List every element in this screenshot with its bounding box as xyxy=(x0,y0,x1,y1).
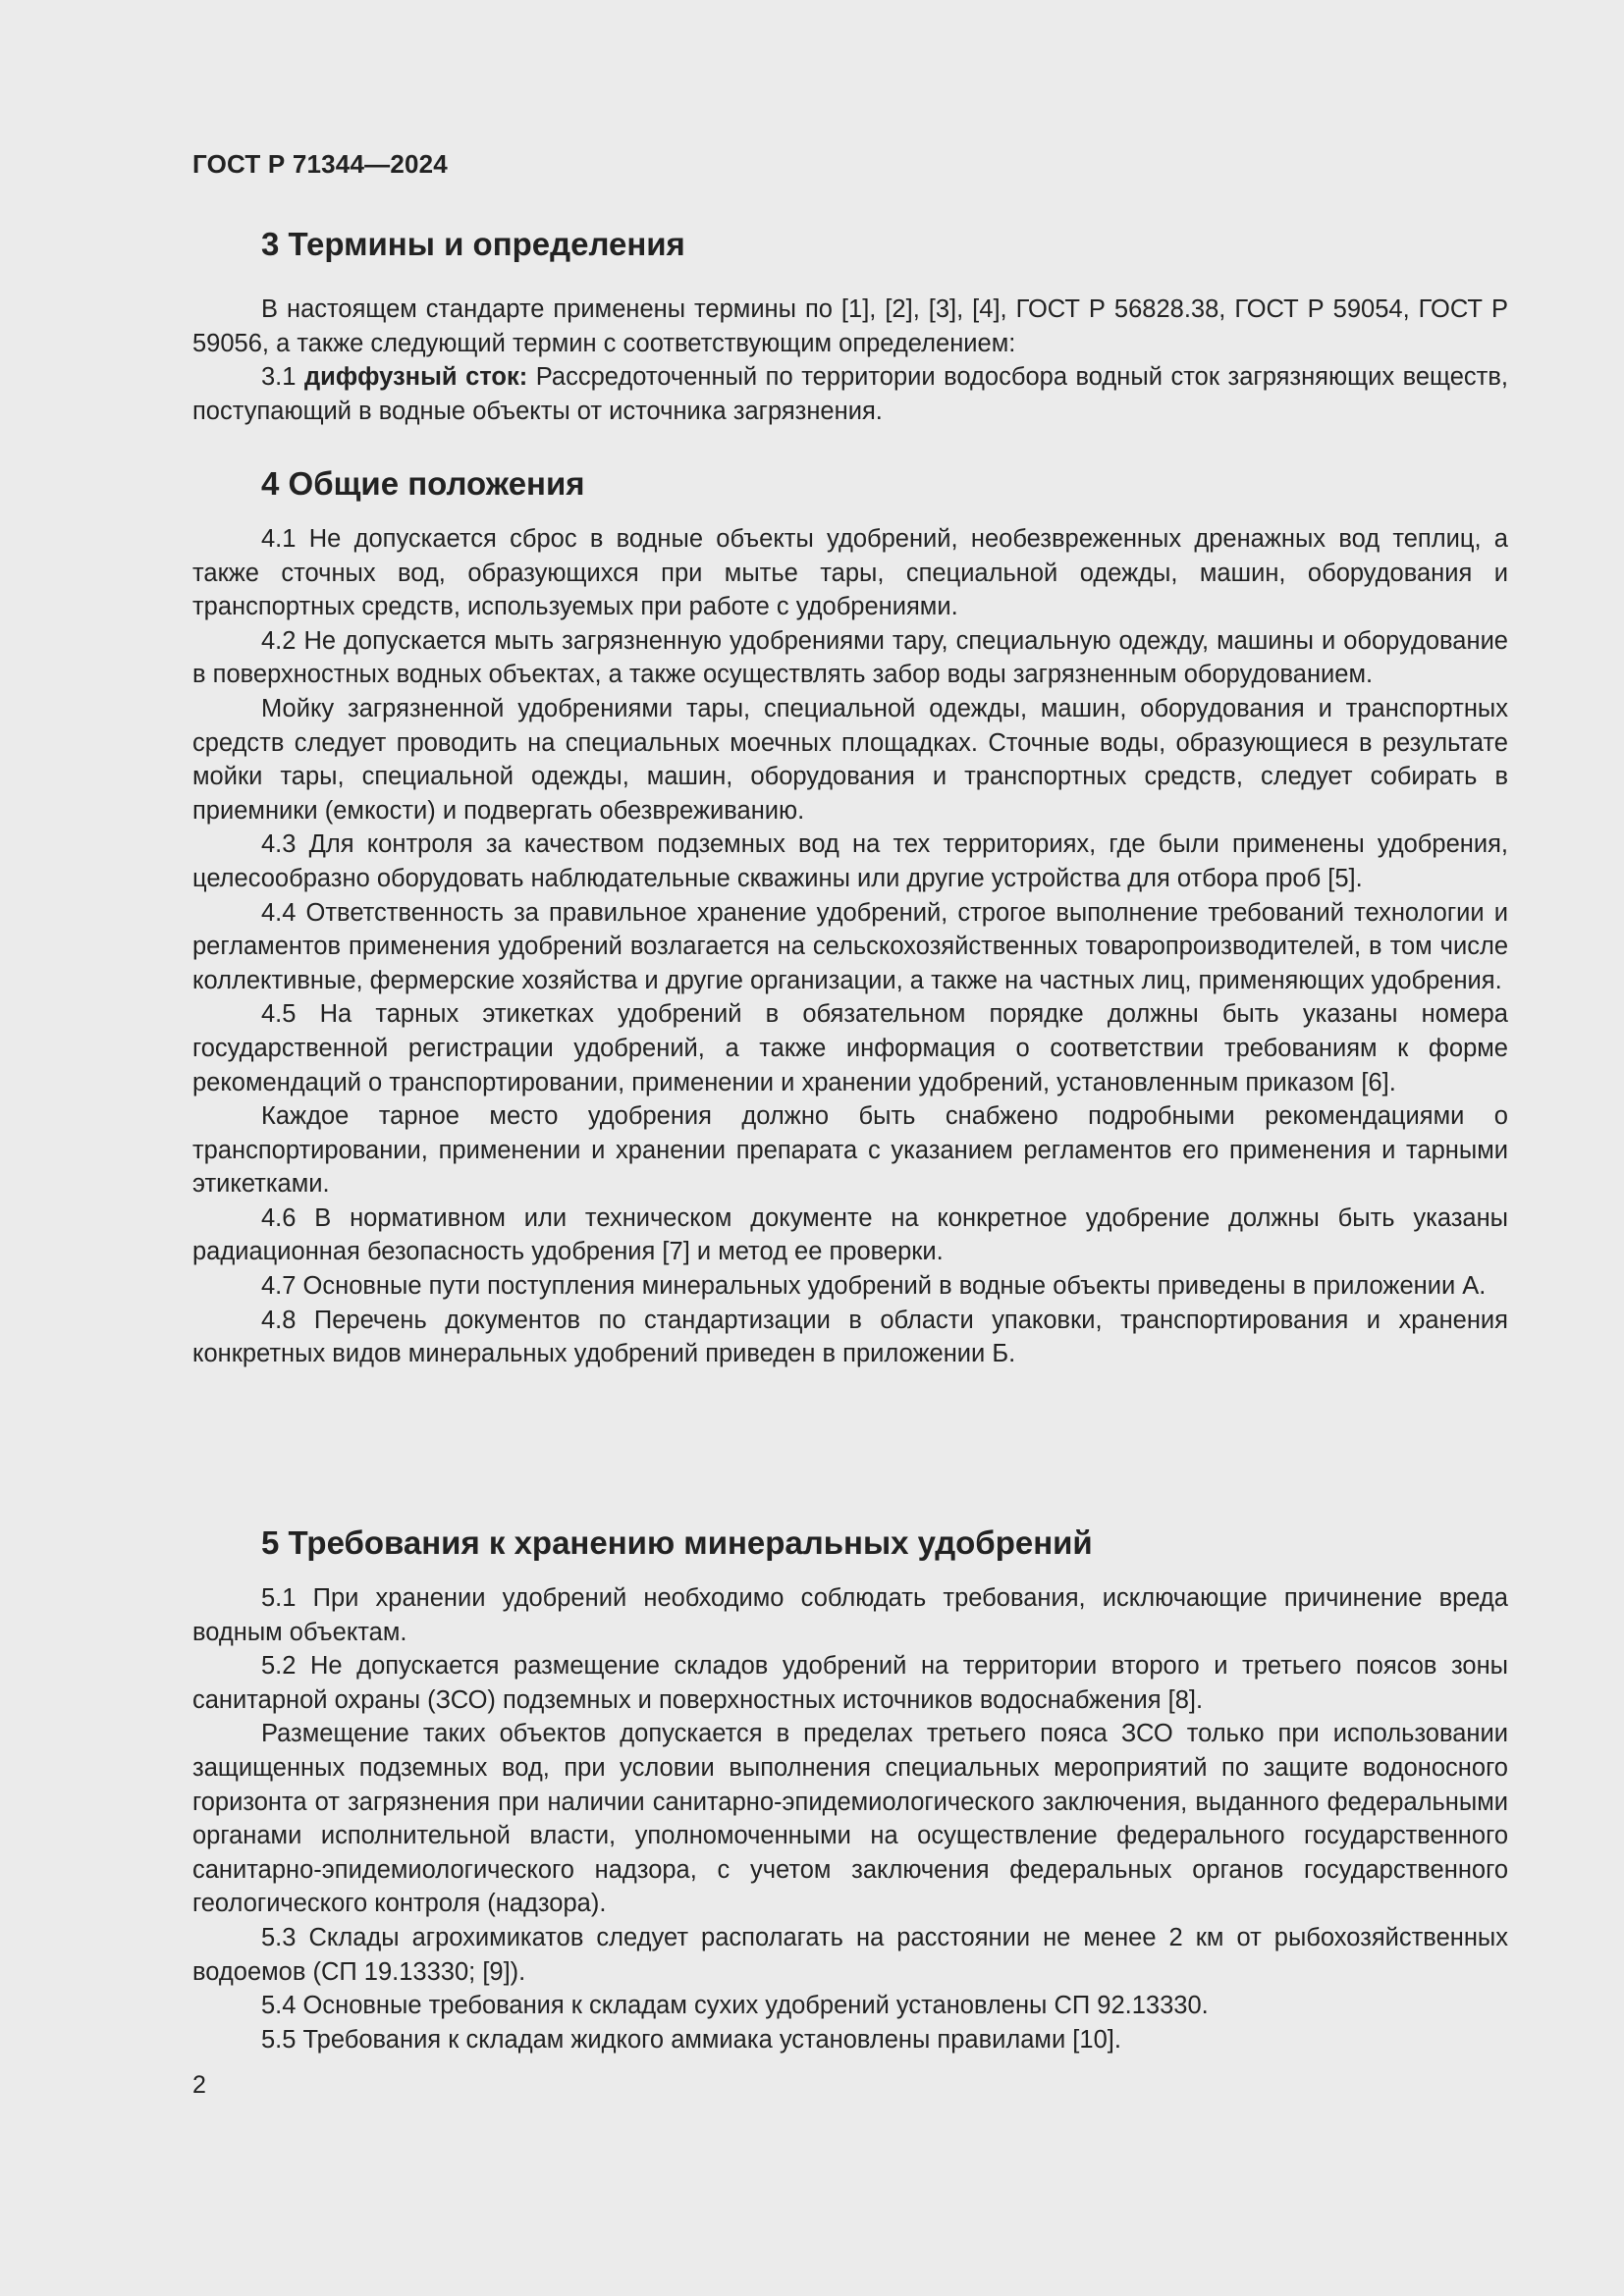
paragraph: 4.6 В нормативном или техническом документе на конкретное удобрение должны быть указаны радиационная безопасность удобрения [7] и метод ее проверки. xyxy=(192,1203,1508,1266)
paragraph: 5.4 Основные требования к складам сухих удобрений установлены СП 92.13330. xyxy=(261,1992,1209,2020)
document-header: ГОСТ Р 71344—2024 xyxy=(192,149,448,179)
paragraph: 4.2 Не допускается мыть загрязненную удобрениями тару, специальную одежду, машины и оборудование в поверхностных водных объектах, а также осуществлять забор воды загрязненным оборудованием. xyxy=(192,626,1508,689)
section-5 xyxy=(192,1523,1508,2056)
paragraph: 4.1 Не допускается сброс в водные объекты удобрений, необезвреженных дренажных вод теплиц, а также сточных вод, образующихся при мытье тары, специальной одежды, машин, оборудования и транспортных средств, используемых при работе с удобрениями. xyxy=(192,525,1508,621)
paragraph: Каждое тарное место удобрения должно быть снабжено подробными рекомендациями о транспортировании, применении и хранении препарата с указанием регламентов его применения и тарными этикетками. xyxy=(192,1102,1508,1199)
section-title: 4 Общие положения xyxy=(261,465,585,502)
page-number: 2 xyxy=(192,2071,206,2099)
term-number: 3.1 xyxy=(261,363,304,392)
term-text: Рассредоточенный по территории водосбора водный сток загрязняющих веществ, поступающий в водные объекты от источника загрязнения. xyxy=(192,363,1508,425)
paragraph: 5.5 Требования к складам жидкого аммиака установлены правилами [10]. xyxy=(261,2025,1121,2054)
paragraph: 4.7 Основные пути поступления минеральных удобрений в водные объекты приведены в приложении А. xyxy=(261,1272,1487,1301)
section-4 xyxy=(192,464,1508,1371)
paragraph: 4.4 Ответственность за правильное хранение удобрений, строгое выполнение требований технологии и регламентов применения удобрений возлагается на сельскохозяйственных товаропроизводителей, в том числе коллективные, фермерские хозяйства и другие организации, а также на частных лиц, применяющих удобрения. xyxy=(192,898,1508,994)
paragraph: Размещение таких объектов допускается в пределах третьего пояса ЗСО только при использовании защищенных подземных вод, при условии выполнения специальных мероприятий по защите водоносного горизонта от загрязнения при наличии санитарно-эпидемиологического заключения, выданного федеральными органами исполнительной власти, уполномоченными на осуществление федерального государственного санитарно-эпидемиологического надзора, с учетом заключения федеральных органов государственного геологического контроля (надзора). xyxy=(192,1720,1508,1918)
section-title: 3 Термины и определения xyxy=(261,226,685,262)
section-3 xyxy=(192,225,1508,428)
paragraph: 5.1 При хранении удобрений необходимо соблюдать требования, исключающие причинение вреда водным объектам. xyxy=(192,1584,1508,1646)
section-title: 5 Требования к хранению минеральных удобрений xyxy=(261,1524,1093,1561)
paragraph: В настоящем стандарте применены термины по [1], [2], [3], [4], ГОСТ Р 56828.38, ГОСТ Р 59054, ГОСТ Р 59056, а также следующий термин с соответствующим определением: xyxy=(192,295,1508,357)
paragraph: 4.5 На тарных этикетках удобрений в обязательном порядке должны быть указаны номера государственной регистрации удобрений, а также информация о соответствии требованиям к форме рекомендаций о транспортировании, применении и хранении удобрений, установленным приказом [6]. xyxy=(192,1000,1508,1096)
paragraph: 4.8 Перечень документов по стандартизации в области упаковки, транспортирования и хранения конкретных видов минеральных удобрений приведен в приложении Б. xyxy=(192,1306,1508,1368)
paragraph: Мойку загрязненной удобрениями тары, специальной одежды, машин, оборудования и транспортных средств следует проводить на специальных моечных площадках. Сточные воды, образующиеся в результате мойки тары, специальной одежды, машин, оборудования и транспортных средств, следует собирать в приемники (емкости) и подвергать обезвреживанию. xyxy=(192,694,1508,825)
paragraph: 4.3 Для контроля за качеством подземных вод на тех территориях, где были применены удобрения, целесообразно оборудовать наблюдательные скважины или другие устройства для отбора проб [5]. xyxy=(192,830,1508,892)
term-definition xyxy=(192,360,1508,428)
paragraph: 5.2 Не допускается размещение складов удобрений на территории второго и третьего поясов зоны санитарной охраны (ЗСО) подземных и поверхностных источников водоснабжения [8]. xyxy=(192,1652,1508,1714)
paragraph: 5.3 Склады агрохимикатов следует располагать на расстоянии не менее 2 км от рыбохозяйственных водоемов (СП 19.13330; [9]). xyxy=(192,1923,1508,1986)
term-name: диффузный сток: xyxy=(304,363,528,392)
